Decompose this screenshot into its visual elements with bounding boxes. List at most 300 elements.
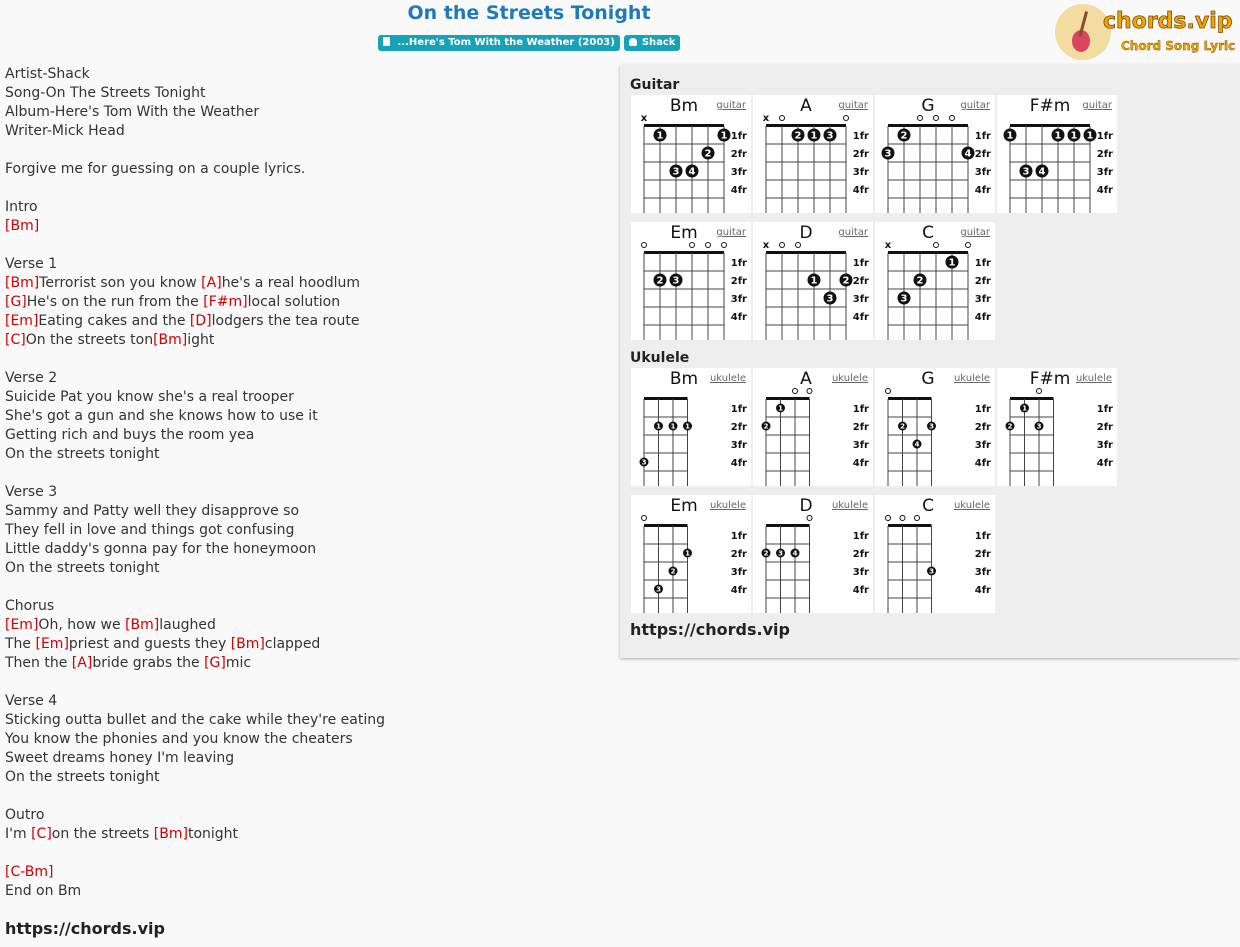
lyrics-block [5, 65, 605, 901]
book-icon [383, 37, 390, 46]
ukulele-chord-card[interactable] [997, 368, 1117, 486]
lyric-text: local solution [247, 294, 341, 310]
chord-diagram [997, 368, 1117, 486]
lyric-text: Outro [5, 807, 45, 823]
fret-label: 3fr [730, 167, 747, 178]
instrument-link[interactable]: guitar [838, 100, 868, 111]
chord-diagram [631, 222, 751, 340]
open-string-marker [690, 243, 695, 248]
instrument-link[interactable]: guitar [960, 227, 990, 238]
open-string-marker [780, 116, 785, 121]
lyric-line [5, 350, 605, 369]
guitar-chord-card[interactable] [875, 222, 995, 340]
instrument-link[interactable]: guitar [1082, 100, 1112, 111]
fret-label: 4fr [1096, 185, 1113, 196]
fret-label: 2fr [852, 276, 869, 287]
lyric-text: Verse 4 [5, 693, 58, 709]
lyric-text: priest and guests they [68, 636, 231, 652]
guitar-chord-card[interactable] [753, 95, 873, 213]
fret-label: 4fr [852, 312, 869, 323]
lyric-line [5, 806, 605, 825]
guitar-chord-card[interactable] [875, 95, 995, 213]
nut [766, 251, 846, 254]
finger-number: 2 [900, 130, 908, 142]
lyric-text: Verse 2 [5, 370, 58, 386]
fret-label: 4fr [974, 185, 991, 196]
instrument-link[interactable]: ukulele [953, 373, 990, 384]
finger-number: 1 [1054, 130, 1062, 142]
lyric-text: Sammy and Patty well they disapprove so [5, 503, 300, 519]
lyric-line [5, 730, 605, 749]
ukulele-chord-card[interactable] [875, 495, 995, 613]
finger-number: 1 [685, 422, 690, 431]
lyric-line [5, 331, 605, 350]
fret-label: 2fr [730, 149, 747, 160]
finger-number: 3 [778, 549, 783, 558]
finger-number: 1 [1070, 130, 1078, 142]
chord-diagram [875, 368, 995, 486]
fret-label: 2fr [974, 422, 991, 433]
nut [644, 524, 688, 527]
lyric-line [5, 825, 605, 844]
lyric-text: The [5, 636, 36, 652]
open-string-marker [886, 389, 891, 394]
lyric-text: Eating cakes and the [38, 313, 190, 329]
instrument-link[interactable]: ukulele [1075, 373, 1112, 384]
guitar-chord-card[interactable] [997, 95, 1117, 213]
nut [1010, 397, 1054, 400]
artist-badge-label: Shack [641, 37, 676, 48]
nut [644, 397, 688, 400]
lyric-text: Chorus [5, 598, 55, 614]
chord-name: Bm [669, 369, 699, 389]
lyric-text: Intro [5, 199, 38, 215]
chord-diagram [631, 368, 751, 486]
fret-label: 3fr [852, 567, 869, 578]
lyric-line [5, 559, 605, 578]
finger-number: 2 [656, 275, 664, 287]
lyric-text: On the streets ton [25, 332, 154, 348]
open-string-marker [915, 516, 920, 521]
chord-link[interactable]: [D] [189, 313, 212, 329]
fret-label: 2fr [852, 422, 869, 433]
fret-label: 1fr [730, 404, 747, 415]
finger-number: 3 [929, 422, 934, 431]
fret-label: 2fr [1096, 149, 1113, 160]
fret-label: 3fr [730, 440, 747, 451]
nut [766, 397, 810, 400]
chord-diagram [997, 95, 1117, 213]
chord-name: A [800, 96, 812, 116]
instrument-link[interactable]: ukulele [831, 500, 868, 511]
nut [888, 524, 932, 527]
guitar-chord-card[interactable] [631, 95, 751, 213]
fret-label: 2fr [974, 276, 991, 287]
nut [888, 124, 968, 127]
lyric-text: on the streets [51, 826, 154, 842]
lyric-line [5, 540, 605, 559]
chord-link[interactable]: [C] [31, 826, 52, 842]
fret-label: 1fr [730, 131, 747, 142]
finger-number: 1 [1086, 130, 1094, 142]
finger-number: 4 [914, 440, 920, 449]
user-icon [629, 38, 637, 46]
lyric-line [5, 521, 605, 540]
lyric-line [5, 217, 605, 236]
open-string-marker [796, 243, 801, 248]
open-string-marker [706, 243, 711, 248]
finger-number: 1 [656, 422, 661, 431]
fret-label: 2fr [730, 276, 747, 287]
lyric-line [5, 502, 605, 521]
chord-link[interactable]: [Bm] [230, 636, 265, 652]
fret-label: 4fr [852, 185, 869, 196]
chord-link[interactable]: [Bm] [125, 617, 160, 633]
fret-label: 2fr [852, 149, 869, 160]
lyric-text: Oh, how we [38, 617, 126, 633]
nut [1010, 124, 1090, 127]
ukulele-chord-card[interactable] [875, 368, 995, 486]
finger-number: 1 [670, 422, 676, 431]
lyric-text: tonight [187, 826, 239, 842]
lyric-line [5, 863, 605, 882]
chord-link[interactable]: [Bm] [5, 275, 40, 291]
instrument-link[interactable]: ukulele [953, 500, 990, 511]
lyric-line [5, 141, 605, 160]
fret-label: 2fr [1096, 422, 1113, 433]
lyric-text: On the streets tonight [5, 446, 160, 462]
chord-name: D [799, 496, 813, 516]
muted-string-marker: x [762, 113, 770, 124]
nut [644, 124, 724, 127]
instrument-link[interactable]: guitar [716, 227, 746, 238]
lyric-text: He's on the run from the [26, 294, 204, 310]
finger-number: 3 [1036, 422, 1042, 431]
chord-link[interactable]: [F#m] [203, 294, 248, 310]
lyric-text: Terrorist son you know [39, 275, 202, 291]
instrument-link[interactable]: ukulele [831, 373, 868, 384]
lyric-line [5, 635, 605, 654]
finger-number: 2 [763, 549, 769, 558]
finger-number: 3 [672, 166, 680, 178]
chord-link[interactable]: [Em] [35, 636, 69, 652]
fret-label: 1fr [974, 404, 991, 415]
open-string-marker [807, 516, 812, 521]
fret-label: 1fr [974, 258, 991, 269]
lyric-text: Verse 1 [5, 256, 58, 272]
open-string-marker [793, 389, 798, 394]
ukulele-chord-card[interactable] [753, 368, 873, 486]
chord-link[interactable]: [Em] [5, 617, 39, 633]
chord-link[interactable]: [C-Bm] [5, 864, 54, 880]
chord-diagram [875, 95, 995, 213]
lyric-text: Song-On The Streets Tonight [5, 85, 206, 101]
instrument-link[interactable]: ukulele [709, 500, 746, 511]
finger-number: 1 [810, 275, 818, 287]
muted-string-marker: x [884, 240, 892, 251]
finger-number: 1 [720, 130, 728, 142]
lyric-line [5, 236, 605, 255]
lyric-line [5, 844, 605, 863]
finger-number: 4 [792, 549, 798, 558]
lyric-text: Suicide Pat you know she's a real trooper [5, 389, 294, 405]
open-string-marker [1037, 389, 1042, 394]
chord-diagram [875, 495, 995, 613]
logo-text: chords.vip [1103, 9, 1233, 34]
finger-number: 1 [1022, 404, 1027, 413]
finger-number: 1 [1006, 130, 1014, 142]
chord-name: G [921, 96, 935, 116]
finger-number: 3 [1022, 166, 1030, 178]
lyric-text: lodgers the tea route [211, 313, 360, 329]
song-title: On the Streets Tonight [407, 2, 651, 24]
chord-diagram [753, 368, 873, 486]
lyric-line [5, 464, 605, 483]
chord-diagram [875, 222, 995, 340]
nut [888, 251, 968, 254]
finger-number: 3 [929, 567, 934, 576]
lyric-text: bride grabs the [92, 655, 205, 671]
lyric-line [5, 711, 605, 730]
chord-name: A [800, 369, 812, 389]
finger-number: 1 [685, 549, 690, 558]
fret-label: 3fr [974, 294, 991, 305]
finger-number: 3 [641, 458, 647, 467]
chord-link[interactable]: [Bm] [153, 826, 188, 842]
lyric-text: clapped [264, 636, 321, 652]
instrument-link[interactable]: guitar [716, 100, 746, 111]
chord-name: Bm [669, 96, 699, 116]
fret-label: 1fr [974, 531, 991, 542]
muted-string-marker: x [762, 240, 770, 251]
footer-url[interactable]: https://chords.vip [5, 919, 165, 938]
chord-link[interactable]: [Bm] [5, 218, 40, 234]
open-string-marker [918, 116, 923, 121]
lyric-line [5, 673, 605, 692]
lyric-text: Album-Here's Tom With the Weather [5, 104, 260, 120]
instrument-link[interactable]: guitar [960, 100, 990, 111]
fret-label: 4fr [974, 585, 991, 596]
open-string-marker [642, 243, 647, 248]
fret-label: 4fr [852, 458, 869, 469]
guitar-chord-card[interactable] [753, 222, 873, 340]
chord-diagram [631, 495, 751, 613]
nut [766, 124, 846, 127]
chord-name: D [799, 223, 813, 243]
finger-number: 2 [794, 130, 802, 142]
fret-label: 4fr [730, 312, 747, 323]
chord-link[interactable]: [G] [204, 655, 226, 671]
chord-name: C [922, 223, 934, 243]
chord-link[interactable]: [Bm] [153, 332, 188, 348]
badge-row [0, 35, 1058, 51]
chord-link[interactable]: [C] [5, 332, 26, 348]
lyric-text: Verse 3 [5, 484, 58, 500]
open-string-marker [807, 389, 812, 394]
chord-diagram [753, 95, 873, 213]
album-badge-label: ...Here's Tom With the Weather (2003) [397, 37, 615, 48]
lyric-text: Little daddy's gonna pay for the honeymoon [5, 541, 317, 557]
lyric-line [5, 293, 605, 312]
finger-number: 2 [916, 275, 924, 287]
lyric-line [5, 84, 605, 103]
fret-label: 1fr [730, 531, 747, 542]
chord-link[interactable]: [Em] [5, 313, 39, 329]
chord-name: Em [670, 223, 698, 243]
lyric-text: She's got a gun and she knows how to use it [5, 408, 318, 424]
lyric-text: he's a real hoodlum [221, 275, 361, 291]
fret-label: 3fr [730, 567, 747, 578]
chord-diagram [753, 222, 873, 340]
chord-name: C [922, 496, 934, 516]
lyric-text: I'm [5, 826, 32, 842]
fret-label: 1fr [1096, 131, 1113, 142]
instrument-link[interactable]: guitar [838, 227, 868, 238]
chord-name: F#m [1029, 96, 1071, 116]
finger-number: 1 [656, 130, 664, 142]
fret-label: 1fr [974, 131, 991, 142]
fret-label: 3fr [974, 440, 991, 451]
chord-diagram-panel [620, 65, 1240, 658]
finger-number: 2 [763, 422, 769, 431]
album-badge[interactable] [378, 35, 620, 51]
lyric-text: They fell in love and things got confusing [5, 522, 295, 538]
open-string-marker [780, 243, 785, 248]
fret-label: 1fr [1096, 404, 1113, 415]
fret-label: 4fr [1096, 458, 1113, 469]
lyric-text: End on Bm [5, 883, 82, 899]
ukulele-chord-card[interactable] [753, 495, 873, 613]
lyric-line [5, 388, 605, 407]
finger-number: 3 [900, 293, 908, 305]
lyric-line [5, 445, 605, 464]
open-string-marker [934, 243, 939, 248]
fret-label: 1fr [852, 131, 869, 142]
lyric-line [5, 787, 605, 806]
open-string-marker [642, 516, 647, 521]
fret-label: 2fr [730, 549, 747, 560]
logo-subtitle: Chord Song Lyric [1121, 39, 1235, 53]
finger-number: 4 [964, 148, 972, 160]
lyric-line [5, 597, 605, 616]
fret-label: 2fr [852, 549, 869, 560]
finger-number: 2 [1007, 422, 1013, 431]
lyric-text: ight [187, 332, 215, 348]
lyric-line [5, 749, 605, 768]
chord-diagram [753, 495, 873, 613]
fret-label: 1fr [852, 258, 869, 269]
open-string-marker [722, 243, 727, 248]
lyric-line [5, 578, 605, 597]
finger-number: 3 [826, 130, 834, 142]
chord-name: G [921, 369, 935, 389]
nut [766, 524, 810, 527]
finger-number: 2 [704, 148, 712, 160]
lyric-line [5, 179, 605, 198]
site-logo[interactable] [1055, 3, 1235, 63]
fret-label: 3fr [1096, 440, 1113, 451]
finger-number: 3 [672, 275, 680, 287]
artist-badge[interactable] [624, 35, 681, 51]
finger-number: 1 [948, 257, 956, 269]
lyric-text: Writer-Mick Head [5, 123, 125, 139]
fret-label: 3fr [852, 167, 869, 178]
lyric-line [5, 369, 605, 388]
lyric-line [5, 122, 605, 141]
lyric-line [5, 255, 605, 274]
fret-label: 3fr [852, 294, 869, 305]
fret-label: 4fr [852, 585, 869, 596]
lyric-line [5, 768, 605, 787]
fret-label: 4fr [974, 312, 991, 323]
chord-name: F#m [1029, 369, 1071, 389]
lyric-line [5, 882, 605, 901]
finger-number: 1 [778, 404, 783, 413]
lyric-text: On the streets tonight [5, 769, 160, 785]
open-string-marker [966, 243, 971, 248]
lyric-text: Sweet dreams honey I'm leaving [5, 750, 235, 766]
lyric-text: Forgive me for guessing on a couple lyrics. [5, 161, 306, 177]
fret-label: 3fr [974, 167, 991, 178]
chord-link[interactable]: [G] [5, 294, 27, 310]
lyric-text: Artist-Shack [5, 66, 90, 82]
lyric-line [5, 426, 605, 445]
lyric-line [5, 65, 605, 84]
ukulele-section-title: Ukulele [630, 350, 690, 366]
muted-string-marker: x [640, 113, 648, 124]
fret-label: 4fr [730, 185, 747, 196]
lyric-text: mic [225, 655, 252, 671]
nut [644, 251, 724, 254]
lyric-line [5, 654, 605, 673]
fret-label: 3fr [974, 567, 991, 578]
fret-label: 4fr [730, 585, 747, 596]
finger-number: 2 [670, 567, 676, 576]
fret-label: 2fr [730, 422, 747, 433]
fret-label: 1fr [852, 531, 869, 542]
ukulele-chord-card[interactable] [631, 368, 751, 486]
chord-name: Em [670, 496, 698, 516]
guitar-section-title: Guitar [630, 77, 680, 93]
fret-label: 2fr [974, 549, 991, 560]
fret-label: 1fr [730, 258, 747, 269]
lyric-line [5, 103, 605, 122]
lyric-text: Getting rich and buys the room yea [5, 427, 255, 443]
open-string-marker [950, 116, 955, 121]
lyric-line [5, 483, 605, 502]
chord-link[interactable]: [A] [71, 655, 93, 671]
lyric-line [5, 616, 605, 635]
fret-label: 2fr [974, 149, 991, 160]
finger-number: 2 [842, 275, 850, 287]
lyric-text: laughed [159, 617, 216, 633]
guitar-chord-card[interactable] [631, 222, 751, 340]
finger-number: 4 [1038, 166, 1046, 178]
chord-link[interactable]: [A] [201, 275, 222, 291]
fret-label: 3fr [1096, 167, 1113, 178]
lyric-text: You know the phonies and you know the cheaters [5, 731, 353, 747]
finger-number: 1 [810, 130, 818, 142]
lyric-line [5, 312, 605, 331]
lyric-line [5, 407, 605, 426]
open-string-marker [844, 116, 849, 121]
fret-label: 3fr [730, 294, 747, 305]
instrument-link[interactable]: ukulele [709, 373, 746, 384]
ukulele-chord-card[interactable] [631, 495, 751, 613]
fret-label: 4fr [974, 458, 991, 469]
panel-url[interactable]: https://chords.vip [630, 620, 790, 639]
nut [888, 397, 932, 400]
